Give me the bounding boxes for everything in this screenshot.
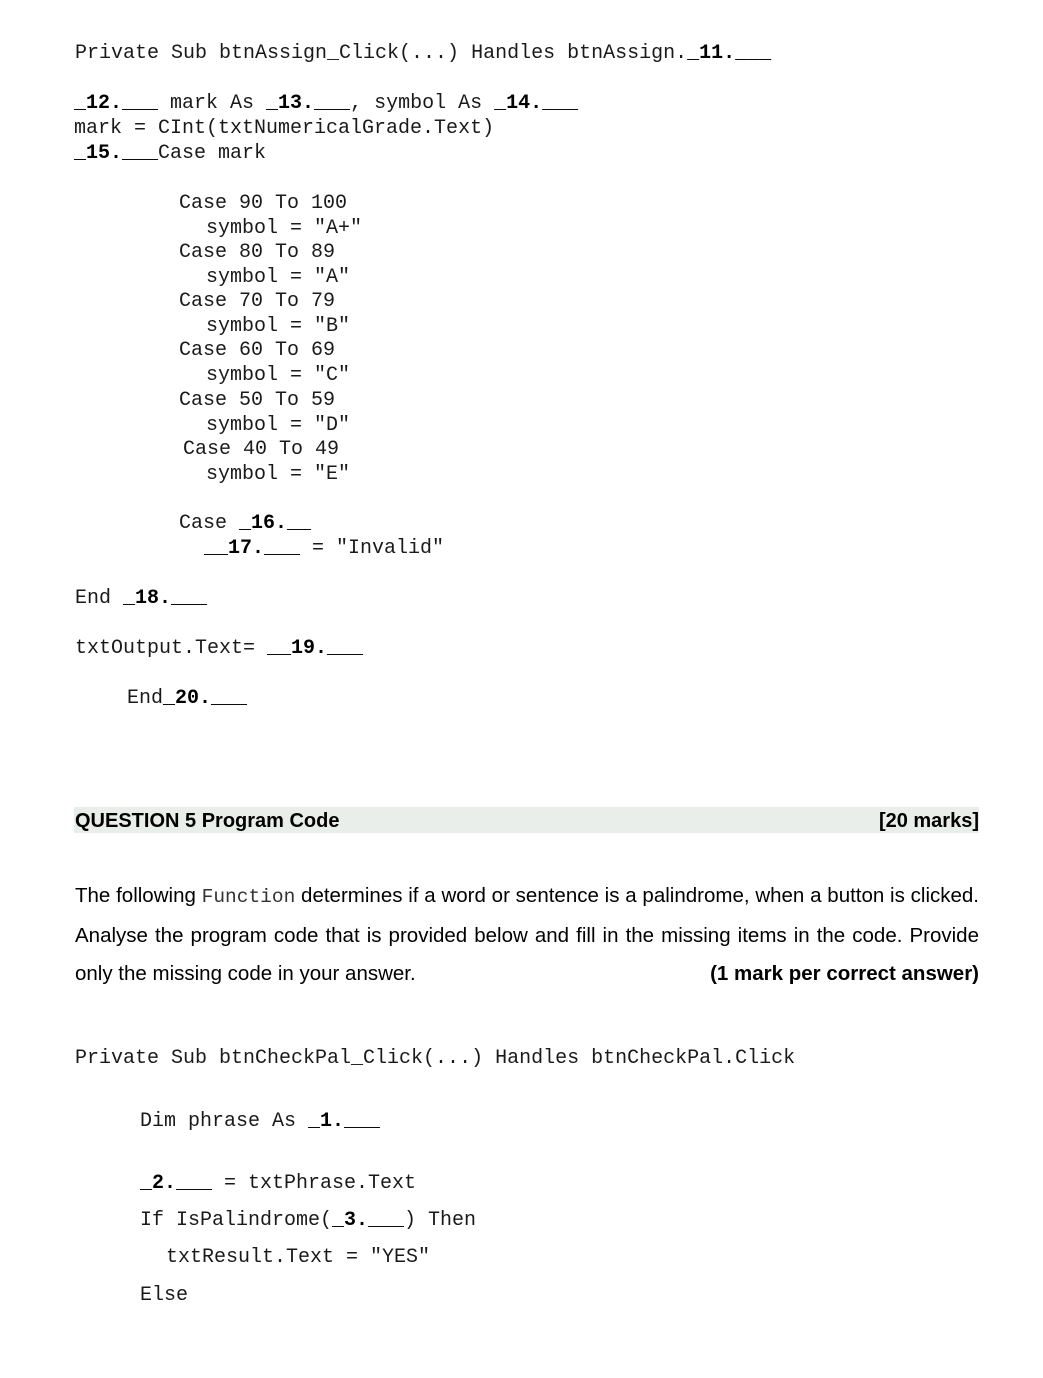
code-assign-a-plus: symbol = "A+" xyxy=(206,217,363,240)
code-line-dim-mark xyxy=(74,91,578,116)
code-line-result-yes: txtResult.Text = "YES" xyxy=(166,1246,431,1269)
blank-20: _20.___ xyxy=(163,687,248,710)
blank-12: _12.___ xyxy=(74,92,159,115)
code-line-if-palindrome xyxy=(140,1208,476,1233)
code-line-assign-phrase xyxy=(140,1171,416,1196)
code-assign-c: symbol = "C" xyxy=(206,364,351,387)
code-case-60: Case 60 To 69 xyxy=(179,339,336,362)
code-text: Private Sub btnAssign_Click(...) Handles btnAssign. xyxy=(75,42,688,65)
code-text: = "Invalid" xyxy=(300,537,445,560)
code-line-output xyxy=(75,636,363,661)
marking-instruction: (1 mark per correct answer) xyxy=(710,962,979,985)
blank-1: _1.___ xyxy=(308,1110,381,1133)
code-text: txtOutput.Text= xyxy=(75,637,268,660)
code-line-end-sub xyxy=(127,686,247,711)
description-text: The following xyxy=(75,884,202,907)
code-line-select-case xyxy=(74,141,266,166)
code-line-else: Else xyxy=(140,1284,189,1307)
code-case-90: Case 90 To 100 xyxy=(179,192,348,215)
blank-3: _3.___ xyxy=(332,1209,405,1232)
blank-17: __17.___ xyxy=(204,537,301,560)
code-text: ) Then xyxy=(404,1209,477,1232)
code-case-70: Case 70 To 79 xyxy=(179,290,336,313)
code-line-sub-checkpal: Private Sub btnCheckPal_Click(...) Handles btnCheckPal.Click xyxy=(75,1047,796,1070)
code-text: Dim phrase As xyxy=(140,1110,309,1133)
code-case-else xyxy=(179,511,311,536)
description-text: determines if a word or sentence is a palindrome, when a button is clicked. Analyse the program code that is provided below and fill in the missing items in the code. Provide only the missing code in your answer. xyxy=(75,884,980,985)
code-case-80: Case 80 To 89 xyxy=(179,241,336,264)
code-line-end-select xyxy=(75,586,207,611)
question-marks: [20 marks] xyxy=(878,810,979,832)
blank-15: _15.___ xyxy=(74,142,159,165)
blank-13: _13.___ xyxy=(266,92,351,115)
blank-14: _14.___ xyxy=(494,92,579,115)
code-assign-a: symbol = "A" xyxy=(206,266,351,289)
code-text: Case xyxy=(179,512,240,535)
code-text: End xyxy=(127,687,164,710)
code-text: If IsPalindrome( xyxy=(140,1209,333,1232)
blank-16: _16.__ xyxy=(239,512,312,535)
code-case-40: Case 40 To 49 xyxy=(183,438,340,461)
code-line-sub-assign xyxy=(75,41,771,66)
code-text: mark As xyxy=(158,92,267,115)
code-line-dim-phrase xyxy=(140,1109,380,1134)
code-line-assign-mark: mark = CInt(txtNumericalGrade.Text) xyxy=(74,117,495,140)
blank-11: _11.___ xyxy=(687,42,772,65)
function-keyword: Function xyxy=(201,886,296,908)
code-text: End xyxy=(75,587,124,610)
code-assign-e: symbol = "E" xyxy=(206,463,351,486)
code-assign-d: symbol = "D" xyxy=(206,414,351,437)
code-line-invalid xyxy=(204,536,444,561)
blank-2: _2.___ xyxy=(140,1172,213,1195)
question-title: QUESTION 5 Program Code xyxy=(75,810,340,832)
code-assign-b: symbol = "B" xyxy=(206,315,351,338)
code-text: = txtPhrase.Text xyxy=(212,1172,417,1195)
code-text: , symbol As xyxy=(350,92,495,115)
code-text: Case mark xyxy=(158,142,267,165)
question-description xyxy=(75,877,979,994)
code-case-50: Case 50 To 59 xyxy=(179,389,336,412)
blank-18: _18.___ xyxy=(123,587,208,610)
blank-19: __19.___ xyxy=(267,637,364,660)
